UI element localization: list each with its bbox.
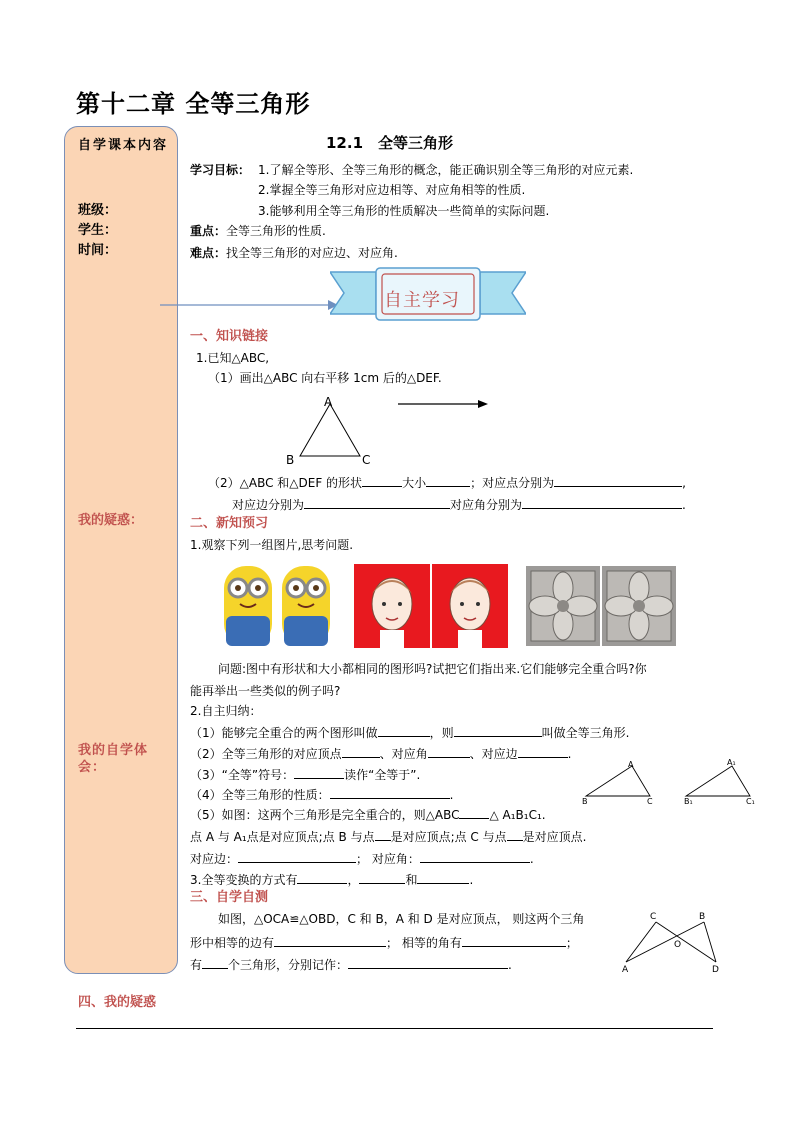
- s1-b: ，则: [429, 726, 454, 740]
- part3-line2-a: 形中相等的边有: [190, 936, 275, 950]
- s1-c: 叫做全等三角形.: [541, 726, 630, 740]
- sidebar-doubts-label: 我的疑惑：: [78, 513, 144, 528]
- q3-b: ，: [347, 873, 360, 887]
- key-point-label: 重点：: [190, 224, 227, 238]
- tri-label-a: A: [324, 395, 333, 409]
- s5-a: （5）如图：这两个三角形是完全重合的，则△ABC: [190, 808, 460, 822]
- difficulty: 找全等三角形的对应边、对应角.: [226, 246, 398, 260]
- part1-q1-sub2-b: 大小: [402, 476, 427, 490]
- sidebar-class-label: 班级：: [78, 203, 118, 218]
- sidebar-experience-label: 我的自学体会：: [78, 743, 149, 775]
- question-line-1: 问题:图中有形状和大小都相同的图形吗?试把它们指出来.它们能够完全重合吗?你: [218, 662, 647, 676]
- s2-a: （2）全等三角形的对应顶点: [190, 747, 342, 761]
- section-title: 12.1 全等三角形: [326, 134, 454, 152]
- part2-q1: 1.观察下列一组图片,思考问题.: [190, 538, 354, 552]
- sidebar-time-label: 时间：: [78, 243, 118, 258]
- part3-line3-a: 有: [190, 958, 203, 972]
- tri-left-c: C: [647, 797, 653, 806]
- s5-line2-c: 是对应顶点.: [522, 830, 587, 844]
- part1-q1-sub2-d: ,: [682, 476, 686, 490]
- s2-c: 、对应边: [469, 747, 518, 761]
- s2-b: 、对应角: [379, 747, 428, 761]
- s5-line3-a: 对应边：: [190, 852, 239, 866]
- s5-line2-b: 是对应顶点;点 C 与点: [390, 830, 507, 844]
- part1-q1-sub2-c: ；对应点分别为: [470, 476, 555, 490]
- sidebar-student-label: 学生：: [78, 223, 118, 238]
- objective-3: 3.能够利用全等三角形的性质解决一些简单的实际问题.: [258, 204, 550, 218]
- fig-label-b: B: [699, 912, 706, 922]
- triangle-abc-figure: [282, 392, 502, 468]
- tri-right-b1: B₁: [684, 797, 693, 806]
- part3-heading: 三、自学自测: [190, 890, 269, 905]
- fig-label-o: O: [674, 940, 682, 950]
- part2-q2: 2.自主归纳：: [190, 704, 262, 718]
- part1-q1: 1.已知△ABC,: [196, 351, 270, 365]
- s2-d: .: [567, 747, 572, 761]
- q3-d: .: [469, 873, 474, 887]
- part3-line3-b: 个三角形，分别记作：: [228, 958, 349, 972]
- fig-label-d: D: [712, 965, 719, 975]
- part3-line2-c: ；: [565, 936, 578, 950]
- s5-line3-b: ； 对应角：: [356, 852, 420, 866]
- s4-a: （4）全等三角形的性质：: [190, 788, 330, 802]
- part3-line2-b: ； 相等的角有: [386, 936, 462, 950]
- part1-q1-sub3-a: 对应边分别为: [232, 498, 305, 512]
- objectives-label: 学习目标：: [190, 163, 251, 177]
- tri-label-c: C: [362, 453, 371, 467]
- s3-a: （3）“全等”符号：: [190, 768, 295, 782]
- difficulty-label: 难点：: [190, 246, 227, 260]
- bowtie-triangles-figure: [620, 918, 724, 966]
- tri-left-b: B: [582, 797, 588, 806]
- s1-a: （1）能够完全重合的两个图形叫做: [190, 726, 378, 740]
- part2-heading: 二、新知预习: [190, 516, 269, 531]
- objective-1: 1.了解全等形、全等三角形的概念，能正确识别全等三角形的对应元素.: [258, 163, 634, 177]
- part3-line3-c: .: [508, 958, 512, 972]
- tri-right-c1: C₁: [746, 797, 755, 806]
- chapter-title: 第十二章 全等三角形: [76, 90, 311, 118]
- objective-2: 2.掌握全等三角形对应边相等、对应角相等的性质.: [258, 183, 526, 197]
- tile-pattern-image: [526, 566, 676, 646]
- face-pair-image: [354, 564, 508, 648]
- q3-c: 和: [405, 873, 418, 887]
- s5-b: △ A₁B₁C₁.: [489, 808, 546, 822]
- tri-left-a: A: [628, 760, 634, 769]
- question-line-2: 能再举出一些类似的例子吗?: [190, 684, 341, 698]
- fig-label-a: A: [622, 965, 629, 975]
- key-point: 全等三角形的性质.: [226, 224, 326, 238]
- pointer-arrow: [160, 298, 340, 312]
- part1-heading: 一、知识链接: [190, 329, 269, 344]
- answer-line: [76, 1028, 713, 1029]
- s3-b: 读作“全等于”.: [344, 768, 421, 782]
- sidebar-content-label: 自学课本内容: [78, 138, 169, 153]
- q3-a: 3.全等变换的方式有: [190, 873, 298, 887]
- part1-q1-sub1: （1）画出△ABC 向右平移 1cm 后的△DEF.: [208, 371, 442, 385]
- fig-label-c: C: [650, 912, 657, 922]
- tri-label-b: B: [286, 453, 295, 467]
- banner-label: 自主学习: [384, 290, 460, 311]
- tri-right-a1: A₁: [727, 758, 736, 767]
- part1-q1-sub3-b: 对应角分别为: [450, 498, 523, 512]
- part1-q1-sub2-a: （2）△ABC 和△DEF 的形状: [208, 476, 363, 490]
- s5-line2-a: 点 A 与 A₁点是对应顶点;点 B 与点: [190, 830, 375, 844]
- s5-line3-c: .: [529, 852, 534, 866]
- minion-pair-image: [218, 562, 334, 650]
- part1-q1-sub3-c: .: [682, 498, 686, 512]
- part4-heading: 四、我的疑惑: [78, 995, 157, 1010]
- s4-b: .: [449, 788, 454, 802]
- part3-line1: 如图，△OCA≌△OBD，C 和 B，A 和 D 是对应顶点， 则这两个三角: [218, 912, 585, 926]
